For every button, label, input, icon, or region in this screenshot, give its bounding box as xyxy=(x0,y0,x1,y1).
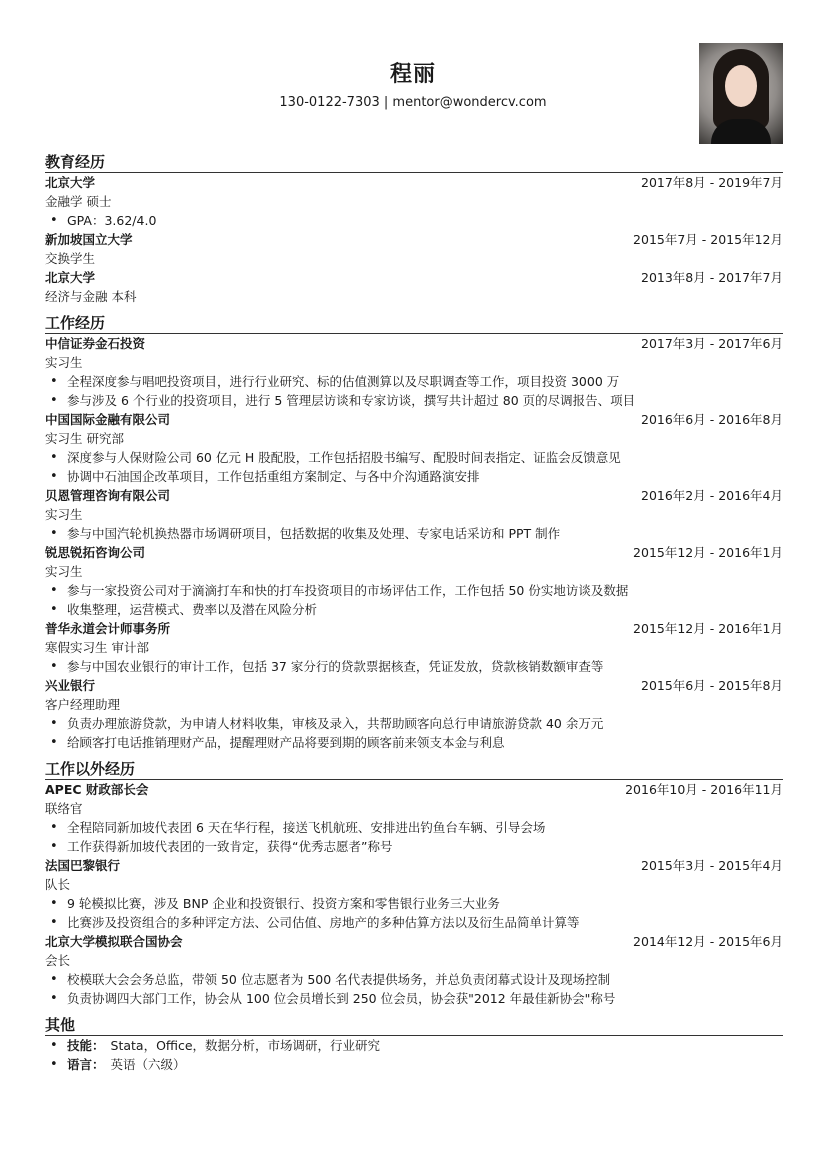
entry-header xyxy=(45,932,783,951)
date-range: 2013年8月 - 2017年7月 xyxy=(641,270,783,285)
bullet-list xyxy=(45,524,783,543)
date-range: 2016年6月 - 2016年8月 xyxy=(641,412,783,427)
resume-body xyxy=(45,150,783,1081)
bullet-item: • 收集整理，运营模式、费率以及潜在风险分析 xyxy=(45,600,783,619)
role-title: 客户经理助理 xyxy=(45,697,121,712)
bullet-item: • 校模联大会会务总监，带领 50 位志愿者为 500 名代表提供场务，并总负责闭幕式设计及现场控制 xyxy=(45,970,783,989)
bullet-list xyxy=(45,818,783,856)
date-range: 2014年12月 - 2015年6月 xyxy=(633,934,783,949)
bullet-list xyxy=(45,1036,783,1074)
organization-name: 普华永道会计师事务所 xyxy=(45,621,171,636)
role-title: 寒假实习生 审计部 xyxy=(45,640,149,655)
skill-value: Stata，Office，数据分析，市场调研，行业研究 xyxy=(110,1038,381,1053)
role-title: 会长 xyxy=(45,953,71,968)
entry-header xyxy=(45,780,783,799)
organization-name: 北京大学 xyxy=(45,270,96,285)
role-title: 交换学生 xyxy=(45,251,96,266)
entry-header xyxy=(45,856,783,875)
organization-name: 中信证券金石投资 xyxy=(45,336,146,351)
bullet-item: • 9 轮模拟比赛，涉及 BNP 企业和投资银行、投资方案和零售银行业务三大业务 xyxy=(45,894,783,913)
date-range: 2015年12月 - 2016年1月 xyxy=(633,621,783,636)
role-title: 实习生 xyxy=(45,507,83,522)
resume-section xyxy=(45,313,783,752)
bullet-item: • 负责办理旅游贷款，为申请人材料收集，审核及录入，共帮助顾客向总行申请旅游贷款 40 余万元 xyxy=(45,714,783,733)
organization-name: 北京大学 xyxy=(45,175,96,190)
date-range: 2016年10月 - 2016年11月 xyxy=(625,782,783,797)
organization-name: APEC 财政部长会 xyxy=(45,782,149,797)
entry-header xyxy=(45,230,783,249)
date-range: 2017年3月 - 2017年6月 xyxy=(641,336,783,351)
date-range: 2015年6月 - 2015年8月 xyxy=(641,678,783,693)
date-range: 2015年7月 - 2015年12月 xyxy=(633,232,783,247)
organization-name: 新加坡国立大学 xyxy=(45,232,133,247)
bullet-item: • 参与涉及 6 个行业的投资项目，进行 5 管理层访谈和专家访谈，撰写共计超过 80 页的尽调报告、项目 xyxy=(45,391,783,410)
entry-header xyxy=(45,173,783,192)
role-title: 实习生 xyxy=(45,355,83,370)
role-title: 实习生 研究部 xyxy=(45,431,124,446)
role-title: 金融学 硕士 xyxy=(45,194,112,209)
entry-header xyxy=(45,676,783,695)
role-title: 队长 xyxy=(45,877,71,892)
bullet-item: • 给顾客打电话推销理财产品，提醒理财产品将要到期的顾客前来领支本金与利息 xyxy=(45,733,783,752)
profile-photo xyxy=(699,43,783,144)
organization-name: 法国巴黎银行 xyxy=(45,858,121,873)
bullet-list xyxy=(45,211,783,230)
section-title: 教育经历 xyxy=(45,152,783,173)
date-range: 2015年3月 - 2015年4月 xyxy=(641,858,783,873)
bullet-item: • 参与一家投资公司对于滴滴打车和快的打车投资项目的市场评估工作，工作包括 50 份实地访谈及数据 xyxy=(45,581,783,600)
date-range: 2016年2月 - 2016年4月 xyxy=(641,488,783,503)
skill-item xyxy=(45,1055,783,1074)
skill-label: 语言： xyxy=(67,1057,105,1072)
bullet-item: • 负责协调四大部门工作，协会从 100 位会员增长到 250 位会员，协会获"2012 年最佳新协会"称号 xyxy=(45,989,783,1008)
bullet-list xyxy=(45,970,783,1008)
organization-name: 中国国际金融有限公司 xyxy=(45,412,171,427)
bullet-item: • 参与中国汽轮机换热器市场调研项目，包括数据的收集及处理、专家电话采访和 PPT 制作 xyxy=(45,524,783,543)
bullet-item: • 比赛涉及投资组合的多种评定方法、公司估值、房地产的多种估算方法以及衍生品简单计算等 xyxy=(45,913,783,932)
candidate-name: 程丽 xyxy=(389,62,436,87)
bullet-list xyxy=(45,448,783,486)
section-title: 工作以外经历 xyxy=(45,759,783,780)
entry-header xyxy=(45,486,783,505)
entry-header xyxy=(45,619,783,638)
bullet-list xyxy=(45,372,783,410)
date-range: 2017年8月 - 2019年7月 xyxy=(641,175,783,190)
bullet-item: • GPA：3.62/4.0 xyxy=(45,211,783,230)
resume-section xyxy=(45,152,783,306)
date-range: 2015年12月 - 2016年1月 xyxy=(633,545,783,560)
bullet-list xyxy=(45,894,783,932)
bullet-item: • 全程深度参与唱吧投资项目，进行行业研究、标的估值测算以及尽职调查等工作，项目投资 3000 万 xyxy=(45,372,783,391)
entry-header xyxy=(45,543,783,562)
resume-section xyxy=(45,759,783,1008)
bullet-list xyxy=(45,714,783,752)
organization-name: 兴业银行 xyxy=(45,678,96,693)
entry-header xyxy=(45,410,783,429)
section-title: 工作经历 xyxy=(45,313,783,334)
skill-label: 技能： xyxy=(67,1038,105,1053)
section-title: 其他 xyxy=(45,1015,783,1036)
contact-info: 130-0122-7303 | mentor@wondercv.com xyxy=(279,95,547,110)
role-title: 经济与金融 本科 xyxy=(45,289,137,304)
skill-item xyxy=(45,1036,783,1055)
skill-value: 英语（六级） xyxy=(110,1057,186,1072)
bullet-item: • 协调中石油国企改革项目，工作包括重组方案制定、与各中介沟通路演安排 xyxy=(45,467,783,486)
organization-name: 锐思锐拓咨询公司 xyxy=(45,545,146,560)
entry-header xyxy=(45,334,783,353)
role-title: 联络官 xyxy=(45,801,83,816)
organization-name: 贝恩管理咨询有限公司 xyxy=(45,488,171,503)
bullet-list xyxy=(45,657,783,676)
organization-name: 北京大学模拟联合国协会 xyxy=(45,934,183,949)
bullet-list xyxy=(45,581,783,619)
bullet-item: • 参与中国农业银行的审计工作，包括 37 家分行的贷款票据核查，凭证发放，贷款核销数额审查等 xyxy=(45,657,783,676)
entry-header xyxy=(45,268,783,287)
role-title: 实习生 xyxy=(45,564,83,579)
resume-section xyxy=(45,1015,783,1074)
bullet-item: • 工作获得新加坡代表团的一致肯定，获得“优秀志愿者”称号 xyxy=(45,837,783,856)
bullet-item: • 全程陪同新加坡代表团 6 天在华行程，接送飞机航班、安排进出钓鱼台车辆、引导会场 xyxy=(45,818,783,837)
bullet-item: • 深度参与人保财险公司 60 亿元 H 股配股，工作包括招股书编写、配股时间表指定、证监会反馈意见 xyxy=(45,448,783,467)
